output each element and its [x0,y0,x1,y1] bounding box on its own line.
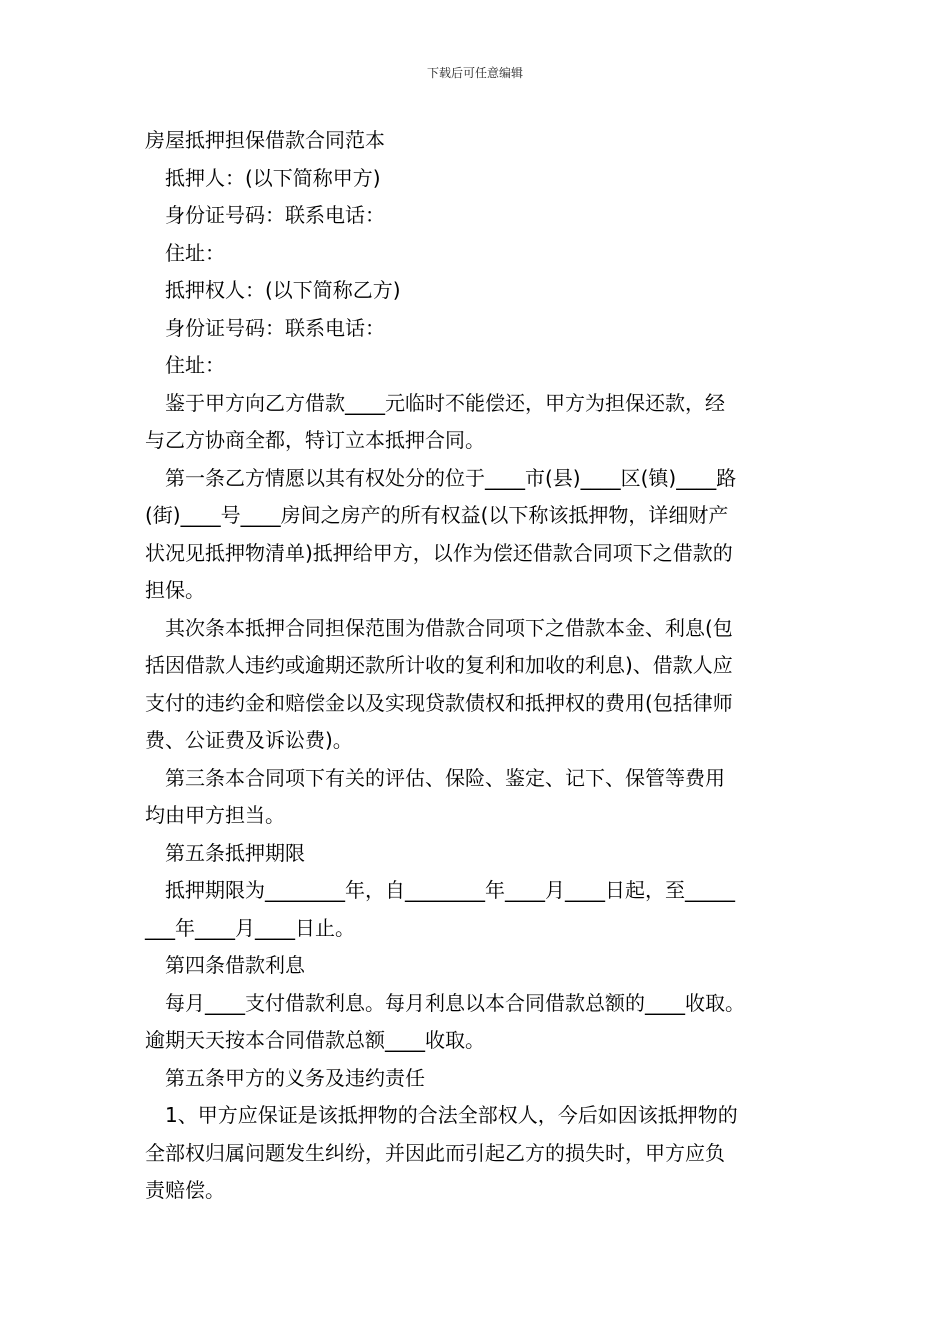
duty-1-line-2: 全部权归属问题发生纠纷，并因此而引起乙方的损失时，甲方应负 [145,1140,725,1165]
article-1-line-1: 第一条乙方情愿以其有权处分的位于____市(县)____区(镇)____路 [165,465,737,490]
page-header-note: 下载后可任意编辑 [426,66,523,80]
duty-1-line-3: 责赔偿。 [145,1178,225,1202]
interest-line-2: 逾期天天按本合同借款总额____收取。 [145,1028,485,1052]
article-1-line-3: 状况见抵押物清单)抵押给甲方，以作为偿还借款合同项下之借款的 [145,540,733,565]
article-2-line-4: 费、公证费及诉讼费)。 [145,728,353,752]
party-a-id-line: 身份证号码：联系电话： [165,203,385,227]
duty-1-line-1: 1、甲方应保证是该抵押物的合法全部权人，今后如因该抵押物的 [165,1103,738,1127]
article-5b-heading: 第五条甲方的义务及违约责任 [165,1065,425,1090]
article-1-line-4: 担保。 [145,578,205,602]
article-2-line-2: 括因借款人违约或逾期还款所计收的复利和加收的利息)、借款人应 [145,653,733,677]
article-3-line-2: 均由甲方担当。 [145,803,285,827]
interest-line-1: 每月____支付借款利息。每月利息以本合同借款总额的____收取。 [165,990,745,1015]
preamble-line-1: 鉴于甲方向乙方借款____元临时不能偿还，甲方为担保还款，经 [165,390,725,415]
article-4-heading: 第四条借款利息 [165,953,305,977]
party-b-address-line: 住址： [165,353,225,377]
term-line-1: 抵押期限为________年，自________年____月____日起，至_____ [165,878,735,902]
article-1-line-2: (街)____号____房间之房产的所有权益(以下称该抵押物，详细财产 [145,503,729,527]
article-2-line-3: 支付的违约金和赔偿金以及实现贷款债权和抵押权的费用(包括律师 [145,690,733,715]
party-b-line: 抵押权人：(以下简称乙方) [165,278,401,302]
contract-title: 房屋抵押担保借款合同范本 [145,128,385,152]
article-2-line-1: 其次条本抵押合同担保范围为借款合同项下之借款本金、利息(包 [165,615,733,640]
article-3-line-1: 第三条本合同项下有关的评估、保险、鉴定、记下、保管等费用 [165,765,725,790]
party-a-address-line: 住址： [165,240,225,265]
party-b-id-line: 身份证号码：联系电话： [165,315,385,340]
preamble-line-2: 与乙方协商全都，特订立本抵押合同。 [145,428,485,452]
contract-body [145,122,810,1210]
article-5a-heading: 第五条抵押期限 [165,840,305,865]
term-line-2: ___年____月____日止。 [145,915,355,940]
party-a-line: 抵押人：(以下简称甲方) [165,165,381,190]
